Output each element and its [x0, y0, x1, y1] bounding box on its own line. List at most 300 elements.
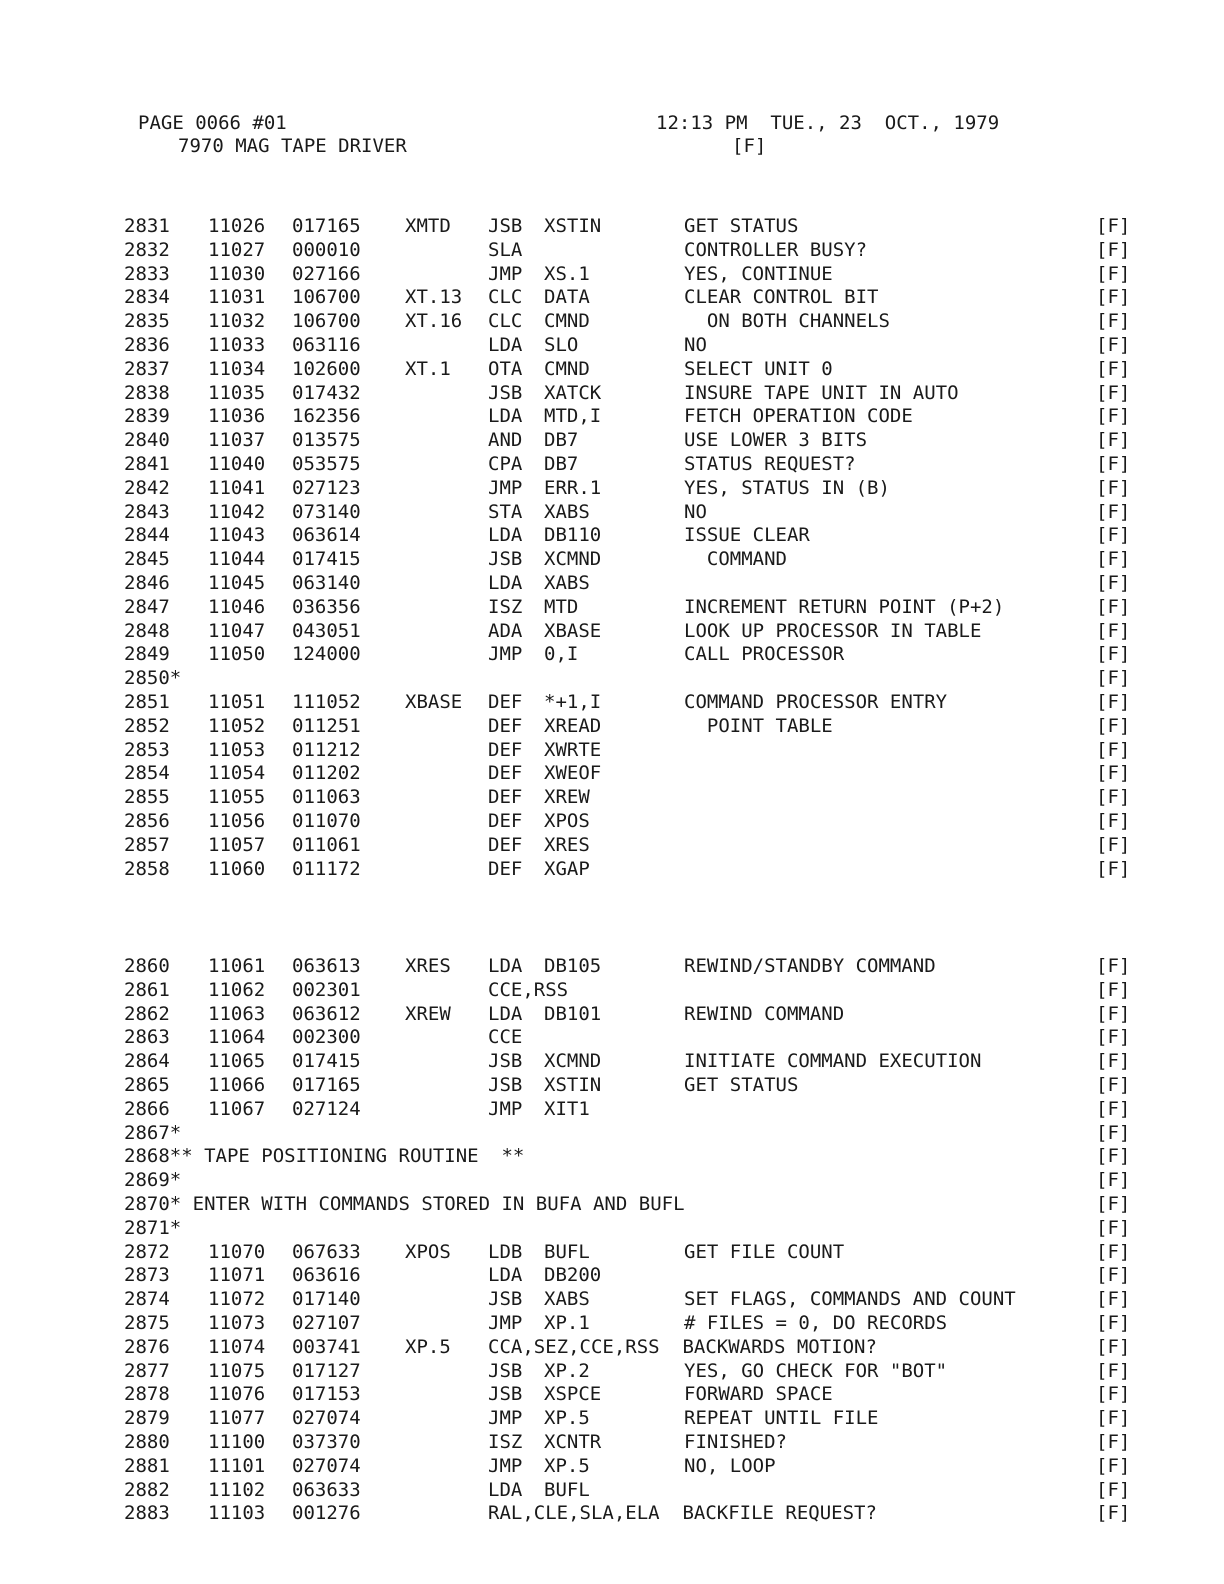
- line-number: 2858: [124, 857, 170, 880]
- operand: DB110: [544, 524, 602, 547]
- memory-address: 11071: [208, 1264, 266, 1287]
- operand: CMND: [544, 357, 590, 380]
- memory-address: 11057: [208, 833, 266, 856]
- operand: XWEOF: [544, 762, 602, 785]
- revision-tag: [F]: [1096, 786, 1131, 809]
- comment-line: 2869*: [124, 1169, 182, 1192]
- memory-address: 11053: [208, 738, 266, 761]
- memory-address: 11073: [208, 1312, 266, 1334]
- line-number: 2833: [124, 262, 170, 285]
- revision-tag: [F]: [1096, 1240, 1131, 1263]
- memory-address: 11065: [208, 1050, 266, 1073]
- opcode: AND: [488, 429, 523, 452]
- comment: NO, LOOP: [684, 1454, 776, 1477]
- comment: GET FILE COUNT: [684, 1240, 845, 1263]
- memory-address: 11031: [208, 286, 266, 309]
- object-code: 162356: [292, 405, 361, 428]
- memory-address: 11035: [208, 381, 266, 404]
- object-code: 124000: [292, 643, 361, 666]
- comment: FETCH OPERATION CODE: [684, 405, 913, 428]
- memory-address: 11100: [208, 1431, 266, 1453]
- opcode: ISZ: [488, 595, 523, 618]
- object-code: 027107: [292, 1312, 361, 1334]
- line-number: 2840: [124, 429, 170, 452]
- revision-tag: [F]: [1096, 334, 1131, 356]
- memory-address: 11054: [208, 762, 266, 785]
- object-code: 043051: [292, 619, 361, 642]
- opcode: RAL,CLE,SLA,ELA BACKFILE REQUEST?: [488, 1502, 877, 1525]
- revision-tag: [F]: [1096, 1169, 1131, 1192]
- opcode: DEF: [488, 786, 523, 809]
- line-number: 2848: [124, 619, 170, 642]
- operand: XABS: [544, 500, 590, 523]
- operand: XABS: [544, 1288, 590, 1311]
- memory-address: 11063: [208, 1002, 266, 1025]
- object-code: 027074: [292, 1407, 361, 1430]
- object-code: 063140: [292, 572, 361, 594]
- revision-tag: [F]: [1096, 1074, 1131, 1096]
- source-label: XRES: [405, 955, 451, 977]
- document-title: 7970 MAG TAPE DRIVER: [178, 135, 407, 157]
- page-number: PAGE 0066 #01: [138, 112, 287, 134]
- memory-address: 11062: [208, 978, 266, 1001]
- operand: XIT1: [544, 1097, 590, 1120]
- revision-tag: [F]: [1096, 1097, 1131, 1120]
- operand: XSTIN: [544, 1074, 602, 1096]
- object-code: 073140: [292, 500, 361, 523]
- revision-tag: [F]: [1096, 619, 1131, 642]
- line-number: 2849: [124, 643, 170, 666]
- operand: DB200: [544, 1264, 602, 1287]
- line-number: 2857: [124, 833, 170, 856]
- line-number: 2842: [124, 476, 170, 499]
- opcode: JMP: [488, 643, 523, 666]
- print-datetime: 12:13 PM TUE., 23 OCT., 1979: [656, 112, 1000, 134]
- comment: INCREMENT RETURN POINT (P+2): [684, 595, 1005, 618]
- memory-address: 11052: [208, 714, 266, 737]
- comment-line: 2871*: [124, 1216, 182, 1239]
- revision-tag: [F]: [1096, 262, 1131, 285]
- revision-tag: [F]: [1096, 1288, 1131, 1311]
- revision-tag: [F]: [1096, 833, 1131, 856]
- operand: XWRTE: [544, 738, 602, 761]
- object-code: 027166: [292, 262, 361, 285]
- revision-tag: [F]: [1096, 548, 1131, 571]
- operand: SLO: [544, 334, 579, 356]
- memory-address: 11047: [208, 619, 266, 642]
- revision-tag: [F]: [1096, 1216, 1131, 1239]
- revision-tag: [F]: [1096, 1121, 1131, 1144]
- object-code: 053575: [292, 453, 361, 475]
- revision-tag: [F]: [1096, 215, 1131, 237]
- operand: XP.5: [544, 1454, 590, 1477]
- opcode: JSB: [488, 1288, 523, 1311]
- operand: DB7: [544, 429, 579, 452]
- comment-line: 2868** TAPE POSITIONING ROUTINE **: [124, 1145, 525, 1168]
- memory-address: 11030: [208, 262, 266, 285]
- line-number: 2873: [124, 1264, 170, 1287]
- object-code: 017415: [292, 548, 361, 571]
- revision-tag: [F]: [1096, 286, 1131, 309]
- memory-address: 11056: [208, 810, 266, 832]
- revision-tag: [F]: [1096, 1264, 1131, 1287]
- revision-tag: [F]: [1096, 500, 1131, 523]
- memory-address: 11045: [208, 572, 266, 594]
- revision-tag: [F]: [1096, 667, 1131, 690]
- opcode: DEF: [488, 714, 523, 737]
- object-code: 102600: [292, 357, 361, 380]
- operand: XCMND: [544, 1050, 602, 1073]
- comment: REWIND COMMAND: [684, 1002, 845, 1025]
- memory-address: 11041: [208, 476, 266, 499]
- operand: XPOS: [544, 810, 590, 832]
- operand: XSTIN: [544, 215, 602, 237]
- revision-tag: [F]: [1096, 595, 1131, 618]
- line-number: 2854: [124, 762, 170, 785]
- object-code: 106700: [292, 286, 361, 309]
- operand: 0,I: [544, 643, 579, 666]
- comment: POINT TABLE: [684, 714, 833, 737]
- opcode: JMP: [488, 1407, 523, 1430]
- operand: *+1,I: [544, 691, 602, 713]
- object-code: 011212: [292, 738, 361, 761]
- source-label: XREW: [405, 1002, 451, 1025]
- comment-line: 2870* ENTER WITH COMMANDS STORED IN BUFA AND BUFL: [124, 1193, 685, 1215]
- object-code: 000010: [292, 238, 361, 261]
- comment: # FILES = 0, DO RECORDS: [684, 1312, 948, 1334]
- revision-tag: [F]: [1096, 1335, 1131, 1358]
- line-number: 2837: [124, 357, 170, 380]
- opcode: JSB: [488, 381, 523, 404]
- source-label: XT.16: [405, 310, 463, 333]
- object-code: 111052: [292, 691, 361, 713]
- comment: CLEAR CONTROL BIT: [684, 286, 879, 309]
- opcode: CCA,SEZ,CCE,RSS BACKWARDS MOTION?: [488, 1335, 877, 1358]
- line-number: 2856: [124, 810, 170, 832]
- operand: BUFL: [544, 1240, 590, 1263]
- source-label: XP.5: [405, 1335, 451, 1358]
- opcode: CCE,RSS: [488, 978, 569, 1001]
- object-code: 063616: [292, 1264, 361, 1287]
- line-number: 2860: [124, 955, 170, 977]
- object-code: 011070: [292, 810, 361, 832]
- operand: XP.2: [544, 1359, 590, 1382]
- comment: REPEAT UNTIL FILE: [684, 1407, 879, 1430]
- memory-address: 11044: [208, 548, 266, 571]
- comment: NO: [684, 500, 707, 523]
- object-code: 002300: [292, 1026, 361, 1049]
- line-number: 2880: [124, 1431, 170, 1453]
- line-number: 2836: [124, 334, 170, 356]
- comment: GET STATUS: [684, 1074, 799, 1096]
- object-code: 063612: [292, 1002, 361, 1025]
- memory-address: 11026: [208, 215, 266, 237]
- line-number: 2839: [124, 405, 170, 428]
- opcode: JSB: [488, 1383, 523, 1406]
- comment: CONTROLLER BUSY?: [684, 238, 868, 261]
- memory-address: 11037: [208, 429, 266, 452]
- revision-tag: [F]: [1096, 810, 1131, 832]
- revision-tag: [F]: [1096, 405, 1131, 428]
- opcode: JSB: [488, 548, 523, 571]
- comment: COMMAND PROCESSOR ENTRY: [684, 691, 948, 713]
- object-code: 003741: [292, 1335, 361, 1358]
- opcode: STA: [488, 500, 523, 523]
- revision-tag: [F]: [1096, 381, 1131, 404]
- operand: DATA: [544, 286, 590, 309]
- memory-address: 11060: [208, 857, 266, 880]
- memory-address: 11074: [208, 1335, 266, 1358]
- memory-address: 11064: [208, 1026, 266, 1049]
- line-number: 2846: [124, 572, 170, 594]
- comment: LOOK UP PROCESSOR IN TABLE: [684, 619, 982, 642]
- revision-tag: [F]: [1096, 1431, 1131, 1453]
- revision-tag: [F]: [1096, 1478, 1131, 1501]
- opcode: JSB: [488, 1050, 523, 1073]
- memory-address: 11051: [208, 691, 266, 713]
- revision-tag: [F]: [1096, 572, 1131, 594]
- opcode: DEF: [488, 810, 523, 832]
- comment: FINISHED?: [684, 1431, 787, 1453]
- revision-tag: [F]: [1096, 1383, 1131, 1406]
- object-code: 017127: [292, 1359, 361, 1382]
- memory-address: 11043: [208, 524, 266, 547]
- object-code: 011251: [292, 714, 361, 737]
- object-code: 011063: [292, 786, 361, 809]
- object-code: 063614: [292, 524, 361, 547]
- revision-tag: [F]: [1096, 1002, 1131, 1025]
- line-number: 2843: [124, 500, 170, 523]
- operand: XREW: [544, 786, 590, 809]
- comment: REWIND/STANDBY COMMAND: [684, 955, 936, 977]
- revision-tag: [F]: [1096, 1145, 1131, 1168]
- opcode: CCE: [488, 1026, 523, 1049]
- operand: XGAP: [544, 857, 590, 880]
- memory-address: 11055: [208, 786, 266, 809]
- revision-tag: [F]: [1096, 1454, 1131, 1477]
- line-number: 2866: [124, 1097, 170, 1120]
- operand: DB101: [544, 1002, 602, 1025]
- line-number: 2861: [124, 978, 170, 1001]
- source-label: XMTD: [405, 215, 451, 237]
- revision-tag: [F]: [1096, 476, 1131, 499]
- memory-address: 11036: [208, 405, 266, 428]
- object-code: 017432: [292, 381, 361, 404]
- object-code: 002301: [292, 978, 361, 1001]
- memory-address: 11101: [208, 1454, 266, 1477]
- opcode: DEF: [488, 857, 523, 880]
- object-code: 013575: [292, 429, 361, 452]
- operand: XREAD: [544, 714, 602, 737]
- memory-address: 11072: [208, 1288, 266, 1311]
- object-code: 017165: [292, 1074, 361, 1096]
- line-number: 2838: [124, 381, 170, 404]
- memory-address: 11077: [208, 1407, 266, 1430]
- memory-address: 11070: [208, 1240, 266, 1263]
- revision-tag: [F]: [1096, 1502, 1131, 1525]
- opcode: JSB: [488, 1359, 523, 1382]
- operand: DB105: [544, 955, 602, 977]
- source-label: XPOS: [405, 1240, 451, 1263]
- object-code: 063613: [292, 955, 361, 977]
- memory-address: 11076: [208, 1383, 266, 1406]
- memory-address: 11034: [208, 357, 266, 380]
- line-number: 2875: [124, 1312, 170, 1334]
- opcode: LDA: [488, 1478, 523, 1501]
- comment: YES, STATUS IN (B): [684, 476, 890, 499]
- comment: SET FLAGS, COMMANDS AND COUNT: [684, 1288, 1016, 1311]
- opcode: LDA: [488, 524, 523, 547]
- revision-tag: [F]: [1096, 691, 1131, 713]
- revision-tag: [F]: [1096, 738, 1131, 761]
- memory-address: 11050: [208, 643, 266, 666]
- revision-tag: [F]: [1096, 1407, 1131, 1430]
- memory-address: 11046: [208, 595, 266, 618]
- opcode: LDA: [488, 1264, 523, 1287]
- revision-tag: [F]: [1096, 310, 1131, 333]
- comment: YES, GO CHECK FOR "BOT": [684, 1359, 948, 1382]
- opcode: DEF: [488, 738, 523, 761]
- opcode: OTA: [488, 357, 523, 380]
- comment: SELECT UNIT 0: [684, 357, 833, 380]
- operand: XRES: [544, 833, 590, 856]
- memory-address: 11061: [208, 955, 266, 977]
- comment: NO: [684, 334, 707, 356]
- opcode: LDA: [488, 334, 523, 356]
- line-number: 2879: [124, 1407, 170, 1430]
- operand: XCMND: [544, 548, 602, 571]
- line-number: 2882: [124, 1478, 170, 1501]
- opcode: JSB: [488, 215, 523, 237]
- opcode: JMP: [488, 262, 523, 285]
- operand: DB7: [544, 453, 579, 475]
- line-number: 2878: [124, 1383, 170, 1406]
- revision-tag: [F]: [1096, 1050, 1131, 1073]
- source-label: XT.13: [405, 286, 463, 309]
- line-number: 2845: [124, 548, 170, 571]
- line-number: 2876: [124, 1335, 170, 1358]
- object-code: 067633: [292, 1240, 361, 1263]
- revision-tag: [F]: [1096, 714, 1131, 737]
- source-label: XBASE: [405, 691, 463, 713]
- revision-tag: [F]: [1096, 978, 1131, 1001]
- revision-tag: [F]: [1096, 762, 1131, 785]
- opcode: CLC: [488, 310, 523, 333]
- comment: YES, CONTINUE: [684, 262, 833, 285]
- operand: XCNTR: [544, 1431, 602, 1453]
- line-number: 2855: [124, 786, 170, 809]
- object-code: 001276: [292, 1502, 361, 1525]
- object-code: 017153: [292, 1383, 361, 1406]
- operand: XABS: [544, 572, 590, 594]
- opcode: JSB: [488, 1074, 523, 1096]
- object-code: 027074: [292, 1454, 361, 1477]
- comment: GET STATUS: [684, 215, 799, 237]
- source-label: XT.1: [405, 357, 451, 380]
- line-number: 2835: [124, 310, 170, 333]
- object-code: 063116: [292, 334, 361, 356]
- opcode: DEF: [488, 762, 523, 785]
- opcode: JMP: [488, 1097, 523, 1120]
- object-code: 017165: [292, 215, 361, 237]
- object-code: 036356: [292, 595, 361, 618]
- opcode: JMP: [488, 476, 523, 499]
- operand: XP.5: [544, 1407, 590, 1430]
- object-code: 011172: [292, 857, 361, 880]
- opcode: DEF: [488, 691, 523, 713]
- line-number: 2851: [124, 691, 170, 713]
- memory-address: 11102: [208, 1478, 266, 1501]
- line-number: 2863: [124, 1026, 170, 1049]
- comment: FORWARD SPACE: [684, 1383, 833, 1406]
- comment: CALL PROCESSOR: [684, 643, 845, 666]
- line-number: 2841: [124, 453, 170, 475]
- memory-address: 11067: [208, 1097, 266, 1120]
- object-code: 063633: [292, 1478, 361, 1501]
- object-code: 017140: [292, 1288, 361, 1311]
- revision-tag: [F]: [1096, 857, 1131, 880]
- opcode: CPA: [488, 453, 523, 475]
- line-number: 2831: [124, 215, 170, 237]
- operand: XS.1: [544, 262, 590, 285]
- object-code: 027124: [292, 1097, 361, 1120]
- revision-tag: [F]: [1096, 453, 1131, 475]
- comment: COMMAND: [684, 548, 787, 571]
- opcode: DEF: [488, 833, 523, 856]
- comment-line: 2850*: [124, 667, 182, 690]
- line-number: 2874: [124, 1288, 170, 1311]
- object-code: 037370: [292, 1431, 361, 1453]
- object-code: 027123: [292, 476, 361, 499]
- opcode: JMP: [488, 1454, 523, 1477]
- line-number: 2853: [124, 738, 170, 761]
- line-number: 2844: [124, 524, 170, 547]
- memory-address: 11040: [208, 453, 266, 475]
- memory-address: 11042: [208, 500, 266, 523]
- revision-tag: [F]: [1096, 1026, 1131, 1049]
- opcode: LDA: [488, 1002, 523, 1025]
- object-code: 011061: [292, 833, 361, 856]
- memory-address: 11033: [208, 334, 266, 356]
- opcode: CLC: [488, 286, 523, 309]
- line-number: 2872: [124, 1240, 170, 1263]
- revision-tag: [F]: [1096, 1193, 1131, 1215]
- operand: MTD: [544, 595, 579, 618]
- comment-line: 2867*: [124, 1121, 182, 1144]
- opcode: LDA: [488, 955, 523, 977]
- object-code: 017415: [292, 1050, 361, 1073]
- opcode: LDA: [488, 572, 523, 594]
- object-code: 011202: [292, 762, 361, 785]
- comment: STATUS REQUEST?: [684, 453, 856, 475]
- opcode: JMP: [488, 1312, 523, 1334]
- operand: XATCK: [544, 381, 602, 404]
- object-code: 106700: [292, 310, 361, 333]
- line-number: 2883: [124, 1502, 170, 1525]
- revision-tag: [F]: [1096, 524, 1131, 547]
- revision-tag: [F]: [1096, 238, 1131, 261]
- line-number: 2862: [124, 1002, 170, 1025]
- opcode: ADA: [488, 619, 523, 642]
- operand: XSPCE: [544, 1383, 602, 1406]
- opcode: LDB: [488, 1240, 523, 1263]
- memory-address: 11032: [208, 310, 266, 333]
- line-number: 2864: [124, 1050, 170, 1073]
- opcode: SLA: [488, 238, 523, 261]
- line-number: 2847: [124, 595, 170, 618]
- comment: ON BOTH CHANNELS: [684, 310, 890, 333]
- revision-tag: [F]: [1096, 1312, 1131, 1334]
